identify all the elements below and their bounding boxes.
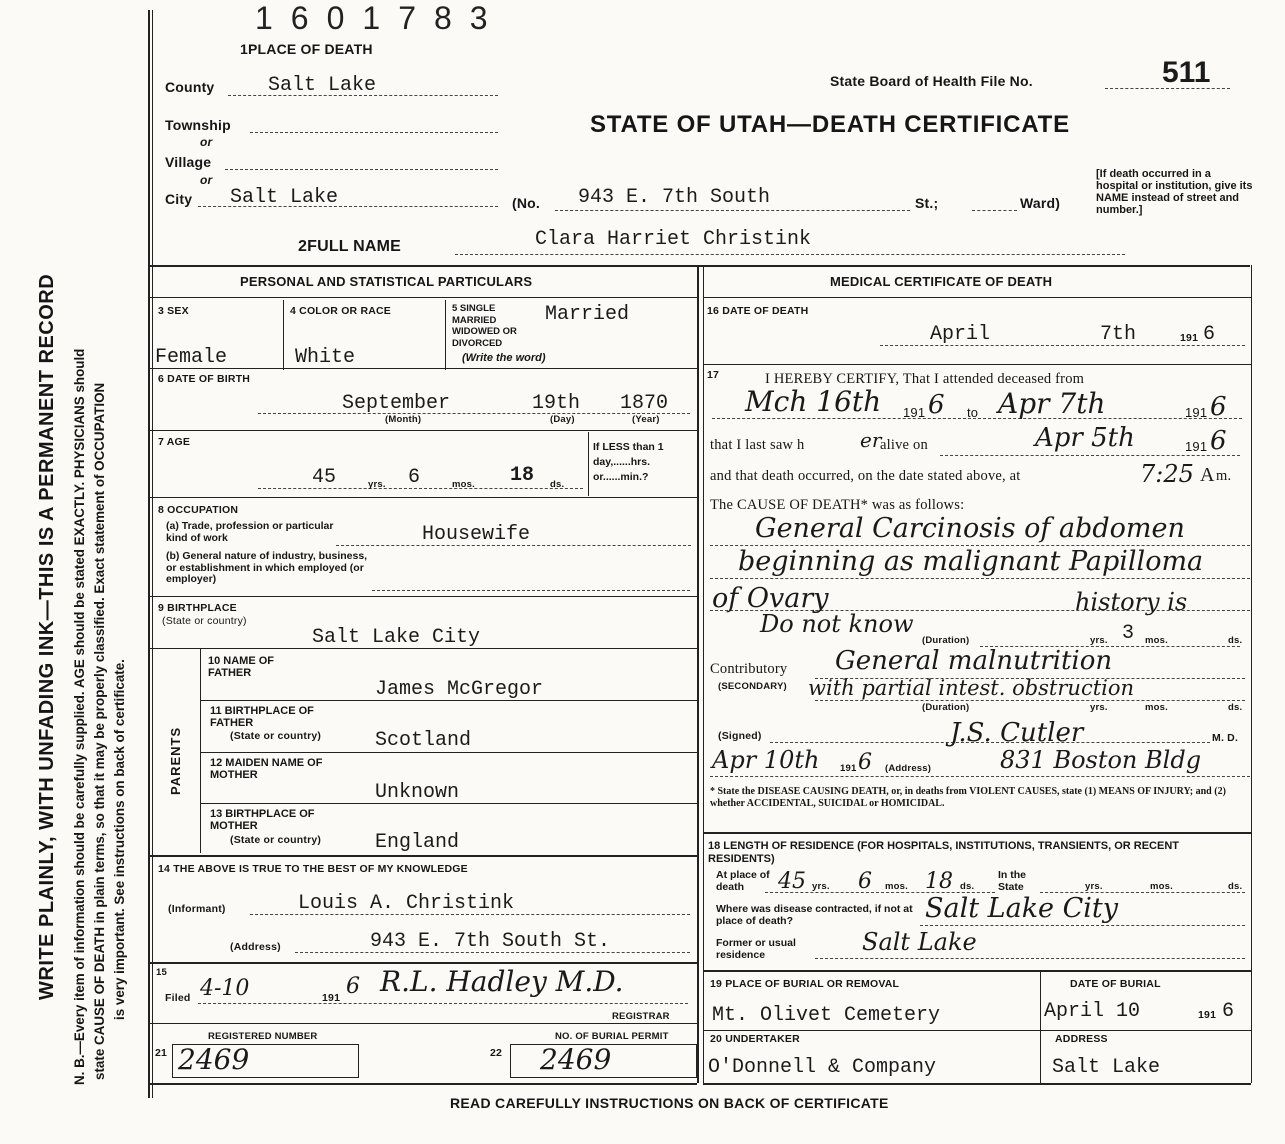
row4-bottom [150, 596, 697, 597]
age-ds-caption: ds. [550, 479, 565, 490]
age-line [258, 488, 583, 489]
no22-label: 22 [490, 1047, 503, 1059]
mother-name-label: 12 MAIDEN NAME OF MOTHER [210, 757, 323, 782]
sex-race-divider [283, 300, 284, 370]
occupation-label: 8 OCCUPATION [158, 504, 239, 516]
row1-bottom [150, 368, 697, 369]
parents-bottom [150, 855, 697, 857]
contracted-line [920, 925, 1245, 926]
last-saw-text: that I last saw h [710, 437, 805, 453]
last-saw-191: 191 [1185, 439, 1208, 454]
grid-bottom-right [703, 1083, 1251, 1085]
race-label: 4 COLOR OR RACE [290, 305, 392, 317]
hospital-note: [If death occurred in a hospital or institution, give its NAME instead of street and number.] [1096, 168, 1253, 217]
cause-mos: mos. [1145, 635, 1168, 646]
medical-section-title: MEDICAL CERTIFICATE OF DEATH [830, 274, 1053, 289]
no21-label: 21 [155, 1047, 168, 1059]
mother-name-bottom [200, 803, 697, 804]
death-time-m: m. [1216, 468, 1232, 484]
filed-year-digit: 6 [346, 974, 360, 999]
grid-top-border [150, 265, 1250, 267]
attended-to-year: 6 [1210, 392, 1227, 422]
burial-date-value: April 10 [1044, 1000, 1141, 1023]
cause-footnote: * State the DISEASE CAUSING DEATH, or, in deaths from VIOLENT CAUSES, state (1) MEANS OF INJURY; and (2) whether ACCIDENTAL, SUICIDAL or HOMICIDAL. [710, 786, 1226, 809]
cause-label: The CAUSE OF DEATH* was as follows: [710, 497, 965, 513]
file-number: 511 [1162, 56, 1211, 89]
age-months: 6 [408, 466, 421, 489]
filed-line [198, 1003, 688, 1004]
grid-divider [697, 265, 699, 1083]
father-name-bottom [200, 700, 697, 701]
grid-divider-2 [703, 265, 704, 1083]
informant-address-value: 943 E. 7th South St. [370, 930, 611, 953]
age-label: 7 AGE [158, 436, 191, 448]
burial-date-label: DATE OF BURIAL [1070, 978, 1161, 990]
filed-value: 4-10 [200, 976, 250, 1001]
state-yrs: yrs. [1085, 881, 1103, 892]
dod-year-prefix: 191 [1180, 332, 1199, 344]
attended-to-191: 191 [1185, 405, 1208, 420]
cause-line1-value: General Carcinosis of abdomen [755, 513, 1185, 544]
occupation-value: Housewife [422, 523, 531, 546]
father-name-value: James McGregor [375, 678, 544, 701]
informant-label: (Informant) [168, 903, 226, 915]
ward-label: Ward) [1020, 195, 1061, 211]
grid-bottom-left [150, 1083, 697, 1085]
margin-instructions-1: N. B.—Every item of information should be carefully supplied. AGE should be stated EXACTLY. PHYSICIANS should [72, 348, 87, 1085]
township-label: Township [165, 117, 231, 133]
dod-day: 7th [1100, 323, 1137, 346]
age-yrs-caption: yrs. [368, 479, 386, 490]
last-saw-year: 6 [1210, 426, 1227, 456]
secondary-label: (SECONDARY) [718, 681, 787, 692]
contributory-mos: mos. [1145, 702, 1168, 713]
place-of-death-label: 1PLACE OF DEATH [240, 41, 373, 57]
dob-month-caption: (Month) [385, 414, 422, 425]
stamp-number: 1601783 [255, 0, 506, 36]
filed-number: 15 [156, 967, 167, 978]
contributory-label: Contributory [710, 661, 788, 677]
dod-year-digit: 6 [1203, 323, 1216, 346]
attended-to: Apr 7th [998, 387, 1106, 420]
death-time-suffix: A [1200, 464, 1215, 486]
right-border [1251, 265, 1252, 1083]
city-label: City [165, 191, 193, 207]
cause-duration-years: 3 [1122, 622, 1135, 645]
street-no-label: (No. [512, 195, 541, 211]
margin-permanent-record: WRITE PLAINLY, WITH UNFADING INK—THIS IS A PERMANENT RECORD [36, 273, 58, 1000]
father-bp-bottom [200, 752, 697, 753]
personal-title-line [150, 297, 697, 298]
age-days: 18 [510, 464, 535, 487]
former-residence-label: Former or usual residence [716, 937, 796, 961]
marital-note: (Write the word) [462, 352, 546, 364]
filed-bottom [150, 1023, 697, 1024]
res-months: 6 [858, 869, 872, 894]
ward-line [972, 210, 1017, 211]
father-birthplace-label: 11 BIRTHPLACE OF FATHER [210, 705, 314, 730]
occupation-a: (a) Trade, profession or particular kind of work [166, 520, 334, 544]
informant-address-label: (Address) [230, 941, 281, 953]
burial-permit-value: 2469 [540, 1043, 612, 1076]
attended-from: Mch 16th [745, 385, 882, 418]
or-label-2: or [200, 173, 213, 187]
num-17: 17 [707, 369, 720, 381]
sex-label: 3 SEX [158, 305, 189, 317]
full-name-label: 2FULL NAME [298, 238, 402, 255]
undertaker-value: O'Donnell & Company [708, 1056, 937, 1079]
registrar-label: REGISTRAR [612, 1011, 670, 1022]
marital-label: 5 SINGLE MARRIED WIDOWED OR DIVORCED [452, 303, 517, 349]
street-value: 943 E. 7th South [578, 186, 771, 209]
mother-birthplace-value: England [375, 831, 460, 854]
former-residence-line [815, 958, 1245, 959]
registered-number-value: 2469 [178, 1043, 250, 1076]
age-less-divider [588, 432, 589, 496]
signed-address-value: 831 Boston Bldg [1000, 746, 1202, 774]
res-ds-caption: ds. [960, 881, 975, 892]
undertaker-address-label: ADDRESS [1055, 1033, 1108, 1045]
contracted-value: Salt Lake City [925, 893, 1119, 924]
race-marital-divider [445, 300, 446, 370]
cause-line2-value: beginning as malignant Papilloma [738, 546, 1204, 577]
attended-to-label: to [967, 405, 979, 420]
inner-left-border [152, 10, 153, 1098]
father-name-label: 10 NAME OF FATHER [208, 655, 275, 680]
filed-year-prefix: 191 [322, 992, 341, 1004]
parents-label: PARENTS [168, 726, 183, 795]
occupation-b: (b) General nature of industry, business, or establishment in which employed (or employer) [166, 550, 368, 586]
burial-place-label: 19 PLACE OF BURIAL OR REMOVAL [710, 978, 900, 990]
village-line [225, 169, 498, 170]
former-residence-value: Salt Lake [862, 928, 977, 956]
attended-from-year: 6 [928, 390, 945, 420]
signed-value: J.S. Cutler [950, 718, 1084, 748]
burial-permit-label: NO. OF BURIAL PERMIT [555, 1031, 669, 1042]
board-file-label: State Board of Health File No. [830, 73, 1033, 89]
cause-duration-label: (Duration) [922, 635, 970, 646]
burial-year-digit: 6 [1222, 1000, 1235, 1023]
city-value: Salt Lake [230, 186, 339, 209]
personal-section-title: PERSONAL AND STATISTICAL PARTICULARS [240, 274, 533, 289]
contributory-1-value: General malnutrition [835, 646, 1113, 676]
mother-name-value: Unknown [375, 781, 460, 804]
registrar-signature: R.L. Hadley M.D. [380, 965, 624, 998]
burial-year-prefix: 191 [1198, 1009, 1217, 1021]
employer-line [372, 590, 690, 591]
father-bp-state-caption: (State or country) [230, 730, 322, 742]
dob-year-caption: (Year) [632, 414, 660, 425]
state-mos: mos. [1150, 881, 1173, 892]
signed-date: Apr 10th [712, 746, 820, 774]
cause-line-2 [710, 578, 1250, 579]
last-saw-pronoun: er [860, 428, 882, 452]
dod-bottom [703, 364, 1251, 365]
true-statement-label: 14 THE ABOVE IS TRUE TO THE BEST OF MY KNOWLEDGE [158, 863, 468, 875]
filed-label: Filed [165, 992, 191, 1004]
last-saw-line [940, 455, 1240, 456]
signed-label: (Signed) [718, 730, 762, 742]
or-label-1: or [200, 135, 213, 149]
birthplace-label: 9 BIRTHPLACE [158, 602, 237, 614]
cause-ds: ds. [1228, 635, 1243, 646]
certify-text: I HEREBY CERTIFY, That I attended deceased from [765, 371, 1085, 387]
contributory-2-value: with partial intest. obstruction [808, 676, 1135, 700]
signed-year-digit: 6 [858, 750, 872, 775]
alive-on-label: alive on [880, 437, 928, 453]
undertaker-address-value: Salt Lake [1052, 1056, 1161, 1079]
dod-month: April [930, 323, 991, 346]
outer-left-border [148, 10, 150, 1098]
attended-from-191: 191 [903, 405, 926, 420]
informant-value: Louis A. Christink [298, 892, 515, 915]
mother-birthplace-label: 13 BIRTHPLACE OF MOTHER [210, 808, 315, 833]
township-line [250, 132, 498, 133]
signed-address-label: (Address) [885, 763, 932, 774]
parents-divider [200, 648, 201, 853]
contributory-ds: ds. [1228, 702, 1243, 713]
contributory-yrs: yrs. [1090, 702, 1108, 713]
row3-bottom [150, 497, 697, 498]
death-time: 7:25 [1140, 460, 1194, 488]
contributory-duration-label: (Duration) [922, 702, 970, 713]
street-line [555, 210, 910, 211]
marital-value: Married [545, 303, 630, 326]
contributory-line-2 [815, 700, 1245, 701]
signed-year-prefix: 191 [840, 763, 857, 774]
birthplace-value: Salt Lake City [312, 626, 481, 649]
cause-line3b-value: history is [1075, 588, 1188, 616]
row2-bottom [150, 430, 697, 431]
dob-day: 19th [532, 392, 581, 415]
last-saw-date: Apr 5th [1035, 423, 1135, 453]
signed-address-line [710, 776, 1250, 777]
res-days: 18 [925, 869, 953, 894]
burial-divider [1040, 970, 1041, 1083]
county-label: County [165, 79, 215, 95]
residence-bottom [703, 970, 1251, 972]
margin-instructions-2: state CAUSE OF DEATH in plain terms, so that it may be properly classified. Exact statement of OCCUPATION [92, 382, 107, 1080]
at-place-label: At place of death [716, 869, 770, 893]
burial-place-value: Mt. Olivet Cemetery [712, 1004, 941, 1027]
cause-line4-value: Do not know [760, 610, 914, 638]
dob-day-caption: (Day) [550, 414, 575, 425]
st-label: St.; [915, 195, 939, 211]
state-ds: ds. [1228, 881, 1243, 892]
death-occurred-text: and that death occurred, on the date stated above, at [710, 468, 1021, 484]
undertaker-label: 20 UNDERTAKER [710, 1033, 800, 1045]
dob-year: 1870 [620, 392, 669, 415]
md-label: M. D. [1212, 732, 1239, 744]
dob-label: 6 DATE OF BIRTH [158, 373, 251, 385]
village-label: Village [165, 154, 212, 170]
dob-month: September [342, 392, 451, 415]
margin-instructions-3: is very important. See instructions on back of certificate. [112, 659, 127, 1020]
res-mos-caption: mos. [885, 881, 908, 892]
in-state-label: In the State [998, 869, 1026, 893]
sex-value: Female [155, 346, 228, 369]
less-than-day: If LESS than 1 day,......hrs. or......min.? [593, 441, 664, 484]
footnote-bottom [703, 832, 1251, 834]
birthplace-state-caption: (State or country) [162, 615, 247, 627]
full-name-value: Clara Harriet Christink [535, 228, 812, 251]
contracted-label: Where was disease contracted, if not at place of death? [716, 903, 913, 927]
race-value: White [295, 346, 356, 369]
footer-instructions: READ CAREFULLY INSTRUCTIONS ON BACK OF CERTIFICATE [450, 1095, 889, 1111]
cause-yrs: yrs. [1090, 635, 1108, 646]
burial-bottom [703, 1030, 1251, 1031]
registered-number-label: REGISTERED NUMBER [208, 1031, 318, 1042]
dod-label: 16 DATE OF DEATH [707, 305, 809, 317]
age-mos-caption: mos. [452, 479, 475, 490]
medical-title-line [703, 297, 1251, 298]
row5-bottom [150, 648, 697, 649]
cause-line3-value: of Ovary [712, 583, 829, 614]
mother-bp-state-caption: (State or country) [230, 834, 322, 846]
county-value: Salt Lake [268, 74, 377, 97]
full-name-line [455, 254, 1125, 255]
res-years: 45 [778, 869, 806, 894]
father-birthplace-value: Scotland [375, 729, 472, 752]
res-yrs-caption: yrs. [812, 881, 830, 892]
residence-label: 18 LENGTH OF RESIDENCE (FOR HOSPITALS, INSTITUTIONS, TRANSIENTS, OR RECENT RESIDENTS) [708, 840, 1179, 865]
age-years: 45 [312, 466, 337, 489]
certificate-title: STATE OF UTAH—DEATH CERTIFICATE [590, 111, 1070, 138]
informant-bottom [150, 962, 697, 964]
